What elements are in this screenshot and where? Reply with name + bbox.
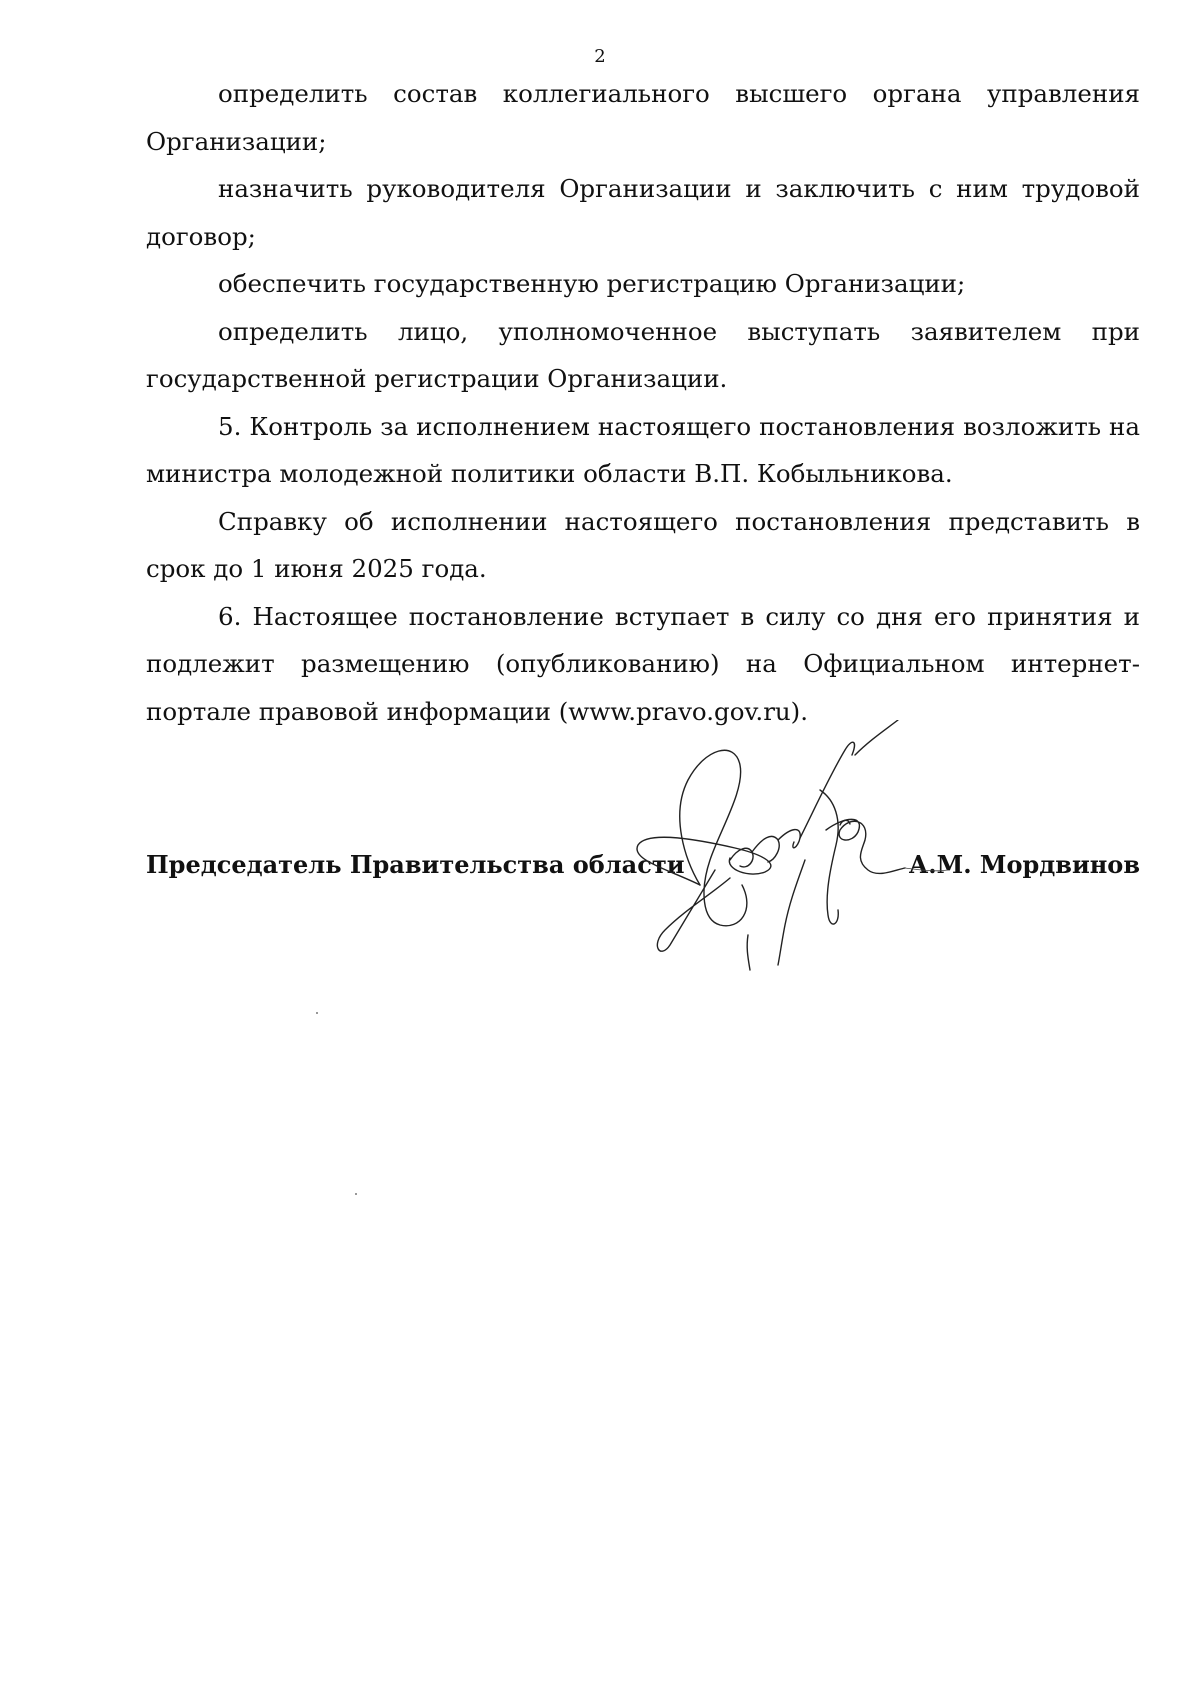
document-body	[146, 70, 1140, 735]
paragraph-3: обеспечить государственную регистрацию Организации;	[218, 269, 966, 298]
paragraph-2: назначить руководителя Организации и заключить с ним трудовой договор;	[146, 174, 1140, 251]
paragraph-7: 6. Настоящее постановление вступает в силу со дня его принятия и подлежит размещению (опубликованию) на Официальном интернет-портале правовой информации (www.pravo.gov.ru).	[146, 601, 1140, 726]
scan-speck-1	[316, 1012, 318, 1014]
signer-name: А.М. Мордвинов	[908, 850, 1140, 879]
scan-speck-2	[355, 1193, 357, 1195]
signer-title: Председатель Правительства области	[146, 850, 685, 879]
page-number: 2	[594, 46, 606, 67]
paragraph-1: определить состав коллегиального высшего органа управления Организации;	[146, 79, 1140, 156]
paragraph-6: Справку об исполнении настоящего постановления представить в срок до 1 июня 2025 года.	[146, 506, 1140, 583]
paragraph-5: 5. Контроль за исполнением настоящего постановления возложить на министра молодежной политики области В.П. Кобыльникова.	[146, 411, 1140, 488]
paragraph-4: определить лицо, уполномоченное выступать заявителем при государственной регистрации Организации.	[146, 316, 1140, 393]
handwritten-signature	[630, 720, 960, 980]
